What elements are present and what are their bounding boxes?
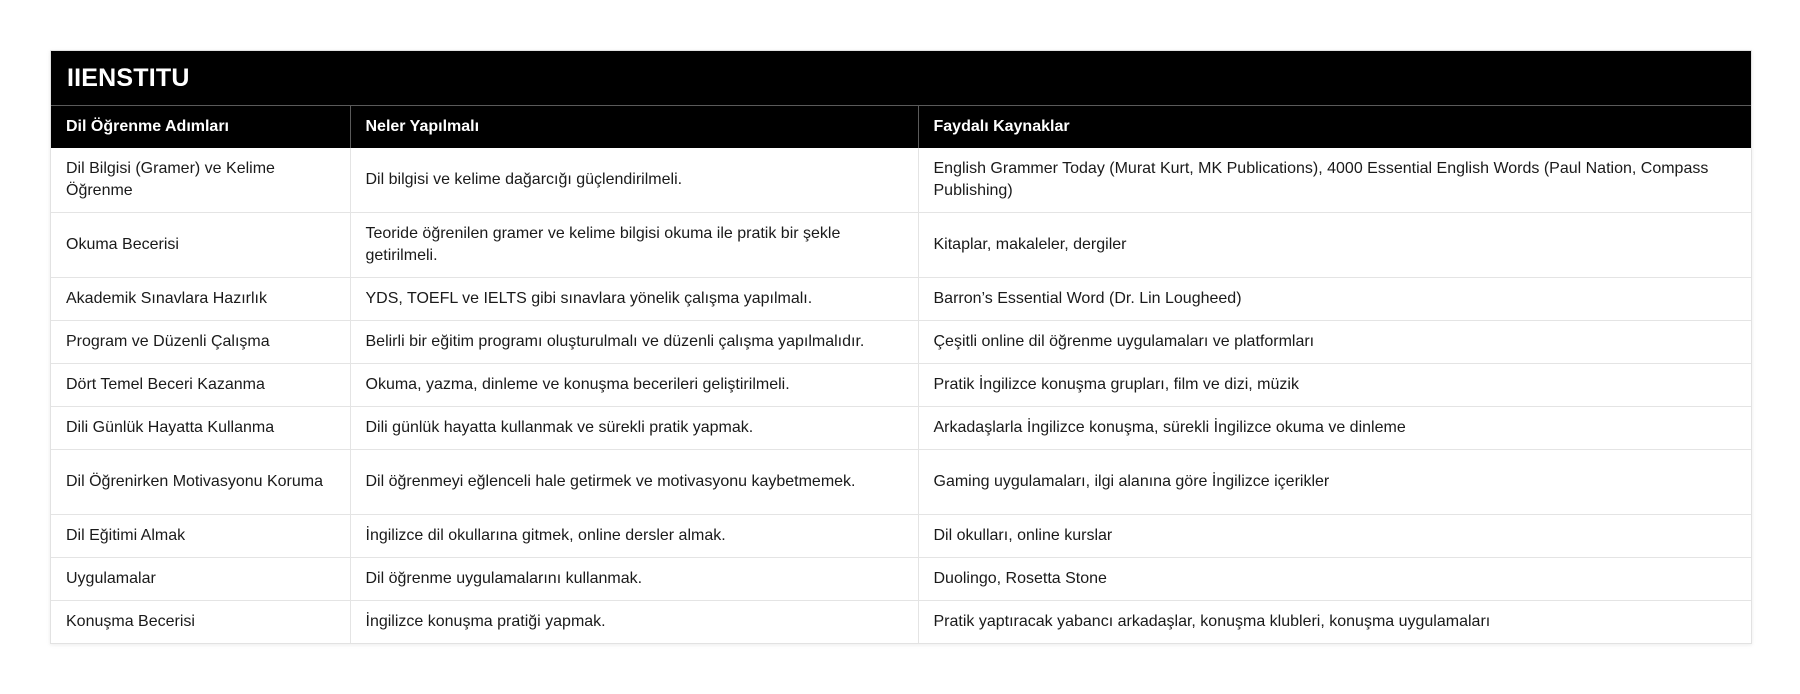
step-cell: Uygulamalar — [51, 558, 350, 601]
resource-cell: Barron’s Essential Word (Dr. Lin Lougheed) — [918, 278, 1751, 321]
brand-title: IIENSTITU — [51, 51, 1751, 106]
table-row — [51, 148, 1751, 213]
resource-cell: Çeşitli online dil öğrenme uygulamaları ve platformları — [918, 321, 1751, 364]
table-row — [51, 450, 1751, 515]
step-cell: Program ve Düzenli Çalışma — [51, 321, 350, 364]
action-cell: Belirli bir eğitim programı oluşturulmalı ve düzenli çalışma yapılmalıdır. — [350, 321, 918, 364]
resource-cell: Duolingo, Rosetta Stone — [918, 558, 1751, 601]
column-header-resources: Faydalı Kaynaklar — [918, 106, 1751, 148]
step-cell: Dil Öğrenirken Motivasyonu Koruma — [51, 450, 350, 515]
table-header-row — [51, 106, 1751, 148]
resource-cell: English Grammer Today (Murat Kurt, MK Publications), 4000 Essential English Words (Paul Nation, Compass Publishing) — [918, 148, 1751, 213]
table-row — [51, 278, 1751, 321]
table-row — [51, 515, 1751, 558]
action-cell: YDS, TOEFL ve IELTS gibi sınavlara yönelik çalışma yapılmalı. — [350, 278, 918, 321]
step-cell: Dili Günlük Hayatta Kullanma — [51, 407, 350, 450]
resource-cell: Pratik İngilizce konuşma grupları, film ve dizi, müzik — [918, 364, 1751, 407]
action-cell: Dil bilgisi ve kelime dağarcığı güçlendirilmeli. — [350, 148, 918, 213]
step-cell: Konuşma Becerisi — [51, 601, 350, 644]
content-card — [50, 50, 1752, 644]
step-cell: Akademik Sınavlara Hazırlık — [51, 278, 350, 321]
resource-cell: Kitaplar, makaleler, dergiler — [918, 213, 1751, 278]
resource-cell: Arkadaşlarla İngilizce konuşma, sürekli İngilizce okuma ve dinleme — [918, 407, 1751, 450]
language-steps-table — [51, 106, 1751, 643]
step-cell: Okuma Becerisi — [51, 213, 350, 278]
table-row — [51, 407, 1751, 450]
table-row — [51, 558, 1751, 601]
action-cell: Okuma, yazma, dinleme ve konuşma becerileri geliştirilmeli. — [350, 364, 918, 407]
action-cell: İngilizce dil okullarına gitmek, online dersler almak. — [350, 515, 918, 558]
table-row — [51, 364, 1751, 407]
step-cell: Dört Temel Beceri Kazanma — [51, 364, 350, 407]
step-cell: Dil Bilgisi (Gramer) ve Kelime Öğrenme — [51, 148, 350, 213]
action-cell: İngilizce konuşma pratiği yapmak. — [350, 601, 918, 644]
resource-cell: Dil okulları, online kurslar — [918, 515, 1751, 558]
action-cell: Teoride öğrenilen gramer ve kelime bilgisi okuma ile pratik bir şekle getirilmeli. — [350, 213, 918, 278]
resource-cell: Pratik yaptıracak yabancı arkadaşlar, konuşma klubleri, konuşma uygulamaları — [933, 613, 1491, 630]
action-cell: Dil öğrenmeyi eğlenceli hale getirmek ve motivasyonu kaybetmemek. — [350, 450, 918, 515]
table-row — [51, 321, 1751, 364]
table-row — [51, 601, 1751, 644]
column-header-steps: Dil Öğrenme Adımları — [51, 106, 350, 148]
action-cell: Dili günlük hayatta kullanmak ve sürekli pratik yapmak. — [350, 407, 918, 450]
resource-cell: Gaming uygulamaları, ilgi alanına göre İngilizce içerikler — [918, 450, 1751, 515]
action-cell: Dil öğrenme uygulamalarını kullanmak. — [350, 558, 918, 601]
step-cell: Dil Eğitimi Almak — [51, 515, 350, 558]
column-header-actions: Neler Yapılmalı — [350, 106, 918, 148]
table-row — [51, 213, 1751, 278]
